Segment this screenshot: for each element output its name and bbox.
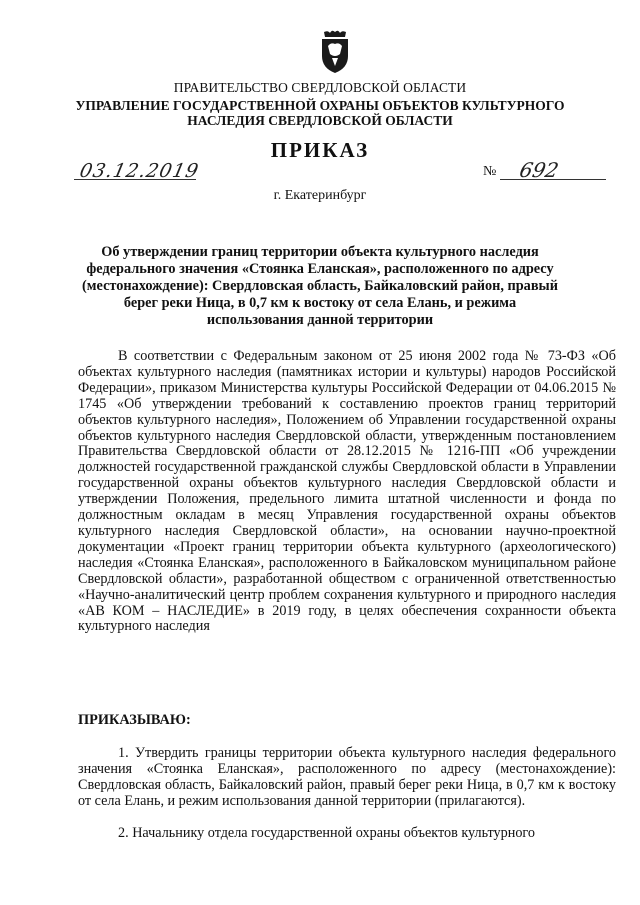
- coat-of-arms-icon: [318, 28, 352, 74]
- order-subject: Об утверждении границ территории объекта культурного наследия федерального значения «Стоянка Еланская», расположенного по адресу (местонахождение): Свердловская область, Байкаловский район, правый берег реки Ница, в 0,7 км к востоку от села Елань, и режима использования данной территории: [82, 244, 558, 328]
- government-name: ПРАВИТЕЛЬСТВО СВЕРДЛОВСКОЙ ОБЛАСТИ: [173, 80, 467, 95]
- order-date-text: 03.12.2019: [77, 160, 202, 182]
- preamble-paragraph: В соответствии с Федеральным законом от 25 июня 2002 года № 73-ФЗ «Об объектах культурного наследия (памятниках истории и культуры) народов Российской Федерации», приказом Министерства культуры Российской Федерации от 04.06.2015 № 1745 «Об утверждении требований к составлению проектов границ территорий объектов культурного наследия», Положением об Управлении государственной охраны объектов культурного наследия Свердловской области, утвержденным постановлением Правительства Свердловской области от 28.12.2015 № 1216-ПП «Об учреждении должностей государственной гражданской службы Свердловской области в Управлении государственной охраны объектов культурного наследия Свердловской области и утверждении Положения, предельного лимита штатной численности и фонда по должностным окладам в месяц Управления государственной охраны объектов культурного наследия Свердловской области», на основании научно-проектной документации «Проект границ территории объекта культурного (археологического) наследия «Стоянка Еланская», расположенного в Байкаловском муниципальном районе Свердловской области», разработанной обществом с ограниченной ответственностью «Научно-аналитический центр проблем сохранения культурного и природного наследия «АВ КОМ – НАСЛЕДИЕ» в 2019 году, в целях обеспечения сохранности объекта культурного наследия: [78, 348, 616, 635]
- department-name: УПРАВЛЕНИЕ ГОСУДАРСТВЕННОЙ ОХРАНЫ ОБЪЕКТОВ КУЛЬТУРНОГО НАСЛЕДИЯ СВЕРДЛОВСКОЙ ОБЛАСТИ: [75, 98, 565, 128]
- number-label: №: [483, 164, 497, 179]
- order-number-text: 692: [517, 158, 561, 182]
- order-date: [77, 160, 202, 182]
- document-type: ПРИКАЗ: [270, 138, 370, 162]
- number-underline: [500, 179, 606, 180]
- date-underline: [74, 179, 196, 180]
- decree-heading: ПРИКАЗЫВАЮ:: [78, 712, 191, 728]
- order-item-2: 2. Начальнику отдела государственной охраны объектов культурного: [118, 825, 535, 841]
- order-item-1: 1. Утвердить границы территории объекта культурного наследия федерального значения «Стоянка Еланская», расположенного по адресу (местонахождение): Свердловская область, Байкаловский район, правый берег реки Ница, в 0,7 км к востоку от села Елань, и режим использования данной территории (прилагаются).: [78, 745, 616, 809]
- order-number: [517, 158, 570, 182]
- city: г. Екатеринбург: [273, 188, 367, 203]
